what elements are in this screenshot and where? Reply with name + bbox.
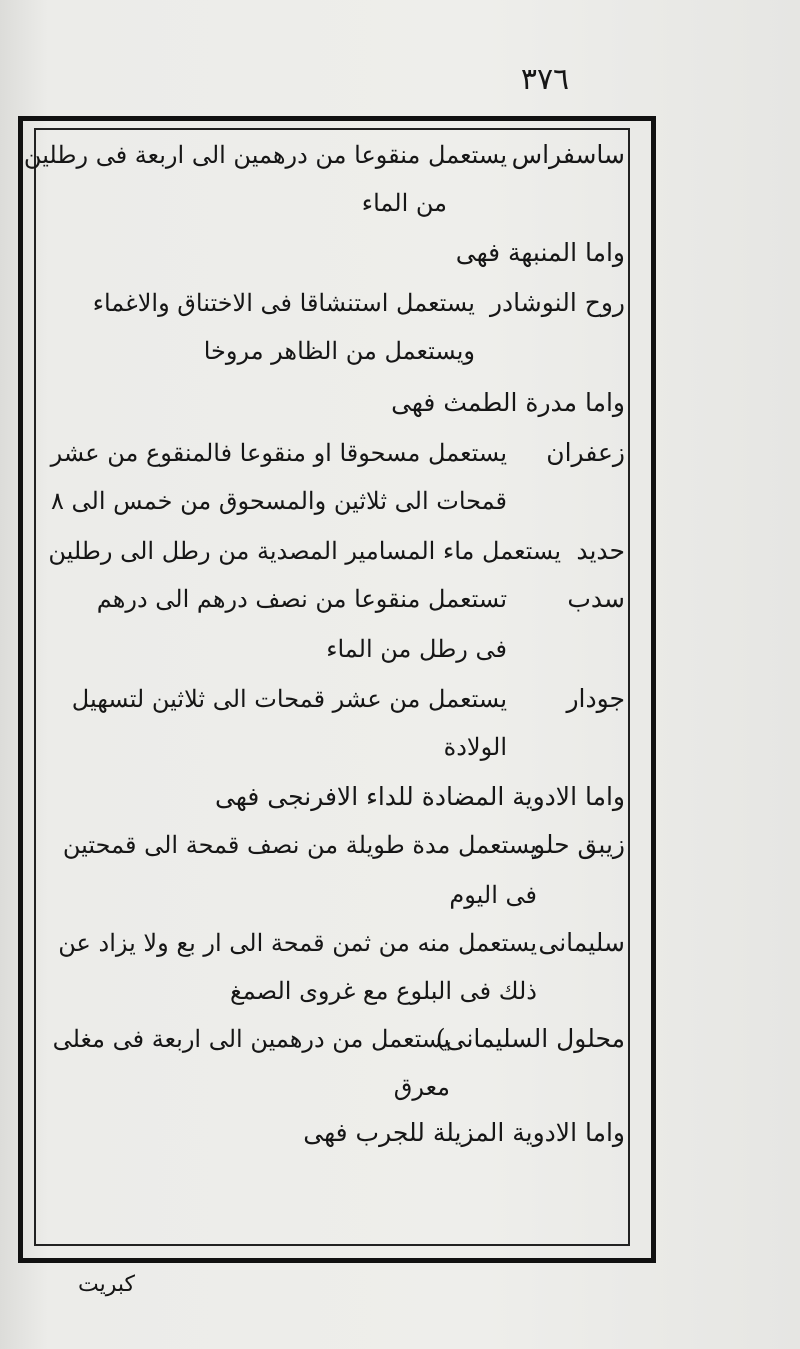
line-term: سدب: [567, 584, 625, 613]
line-term: محلول السليمانى): [435, 1024, 625, 1053]
text-line: [40, 578, 625, 620]
text-line: [40, 726, 625, 768]
line-description: فى اليوم: [449, 881, 537, 909]
line-description: من الماء: [361, 189, 447, 217]
line-term: زعفران: [546, 438, 625, 467]
line-description: يستعمل ماء المسامير المصدية من رطل الى رطلين: [48, 537, 561, 565]
page-number: ٣٧٦: [520, 62, 570, 97]
text-line: [40, 628, 625, 670]
section-heading: [40, 776, 625, 818]
text-line: [40, 922, 625, 964]
heading-text: واما مدرة الطمث فهى: [391, 388, 625, 417]
text-line: [40, 182, 625, 224]
line-description: معرق: [393, 1073, 450, 1101]
heading-text: واما المنبهة فهى: [455, 238, 625, 267]
heading-text: واما الادوية المزيلة للجرب فهى: [303, 1118, 625, 1147]
page-body: [23, 132, 625, 1242]
catchword: كبريت: [78, 1272, 135, 1297]
line-description: يستعمل مدة طويلة من نصف قمحة الى قمحتين: [62, 831, 537, 859]
text-line: [40, 330, 625, 372]
text-line: [40, 282, 625, 324]
text-line: [40, 1066, 625, 1108]
line-description: يستعمل منه من ثمن قمحة الى ار بع ولا يزاد عن: [58, 929, 537, 957]
line-description: الولادة: [443, 733, 507, 761]
line-description: يستعمل مسحوقا او منقوعا فالمنقوع من عشر: [50, 439, 507, 467]
line-term: جودار: [566, 684, 625, 713]
text-line: [40, 824, 625, 866]
text-line: [40, 678, 625, 720]
line-description: ويستعمل من الظاهر مروخا: [203, 337, 475, 365]
text-line: [40, 530, 625, 572]
line-description: يستعمل من عشر قمحات الى ثلاثين لتسهيل: [71, 685, 507, 713]
line-description: يستعمل استنشاقا فى الاختناق والاغماء: [92, 289, 475, 317]
section-heading: [40, 1112, 625, 1154]
line-term: ساسفراس: [511, 140, 625, 169]
text-line: [23, 134, 625, 176]
text-line: [40, 874, 625, 916]
text-line: [40, 1018, 625, 1060]
line-term: زيبق حلو: [532, 830, 625, 859]
line-term: سليمانى: [538, 928, 625, 957]
line-description: يستعمل منقوعا من درهمين الى اربعة فى رطلين: [23, 141, 507, 169]
heading-text: واما الادوية المضادة للداء الافرنجى فهى: [215, 782, 625, 811]
text-line: [40, 970, 625, 1012]
line-description: تستعمل منقوعا من نصف درهم الى درهم: [96, 585, 507, 613]
section-heading: [40, 382, 625, 424]
line-description: ذلك فى البلوع مع غروى الصمغ: [230, 977, 537, 1005]
line-description: يستعمل من درهمين الى اربعة فى مغلى: [52, 1025, 450, 1053]
section-heading: [40, 232, 625, 274]
text-line: [40, 432, 625, 474]
text-line: [40, 480, 625, 522]
line-term: حديد: [576, 536, 625, 565]
line-term: روح النوشادر: [489, 288, 625, 317]
line-description: قمحات الى ثلاثين والمسحوق من خمس الى ٨: [51, 487, 507, 515]
line-description: فى رطل من الماء: [326, 635, 507, 663]
